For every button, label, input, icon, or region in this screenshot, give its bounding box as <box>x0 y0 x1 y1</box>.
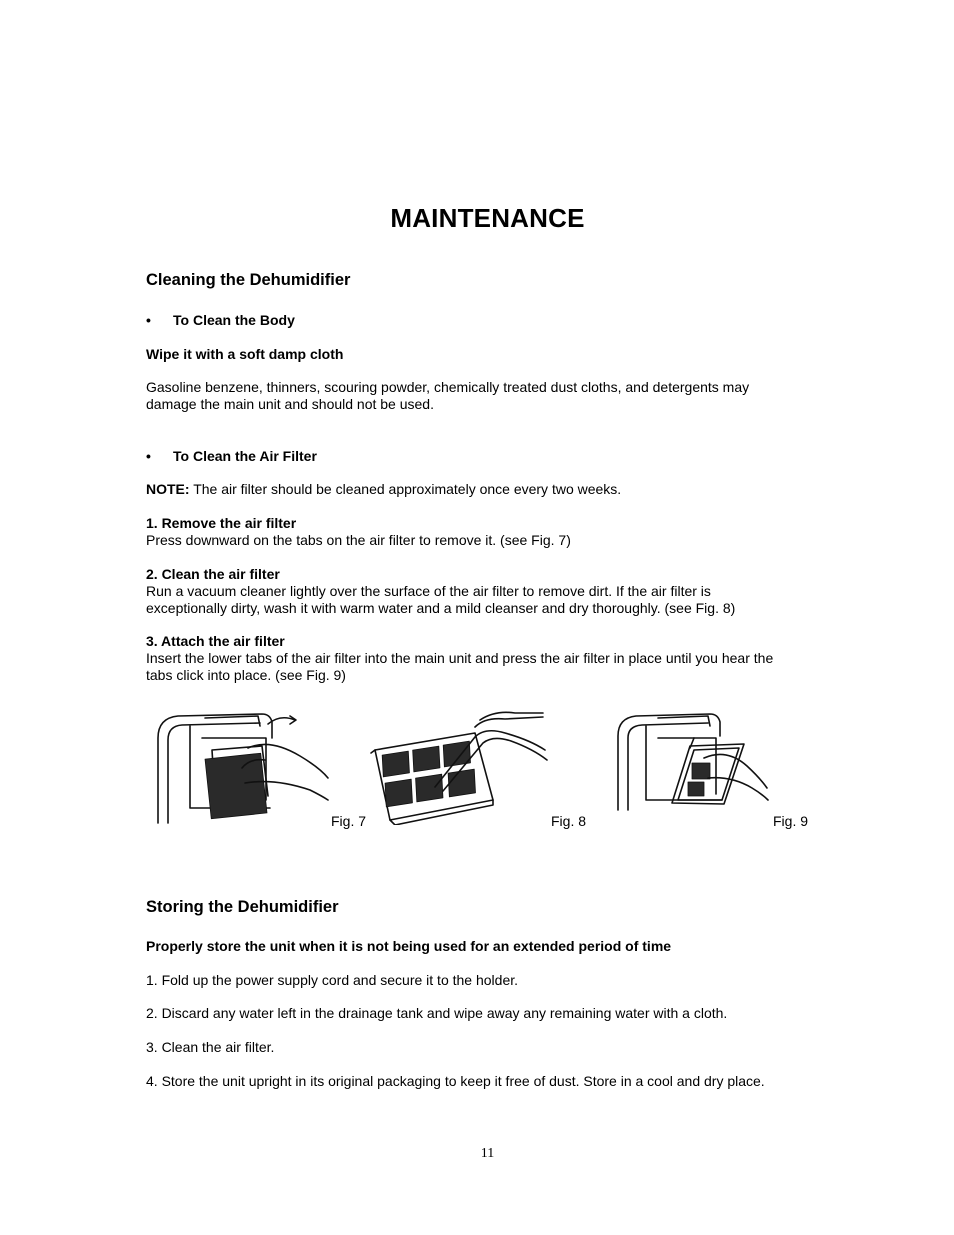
fig8-label: Fig. 8 <box>551 813 587 829</box>
bullet-dot: • <box>146 312 151 328</box>
step2-text-line-1: Run a vacuum cleaner lightly over the surface of the air filter to remove dirt. If the air filter is <box>146 583 711 599</box>
cleaning-heading: Cleaning the Dehumidifier <box>146 271 351 289</box>
note-text: The air filter should be cleaned approximately once every two weeks. <box>189 481 622 497</box>
body-warning-line-2: damage the main unit and should not be used. <box>146 396 434 412</box>
body-warning-line-1: Gasoline benzene, thinners, scouring powder, chemically treated dust cloths, and detergents may <box>146 379 750 395</box>
storing-step-3: 3. Clean the air filter. <box>146 1039 275 1055</box>
filter-bullet <box>146 448 317 464</box>
fig9-illustration <box>612 708 772 818</box>
storing-heading: Storing the Dehumidifier <box>146 898 339 916</box>
fig7-illustration <box>150 708 335 828</box>
body-subheading: Wipe it with a soft damp cloth <box>146 346 344 362</box>
fig7-label: Fig. 7 <box>331 813 367 829</box>
step1-block <box>146 515 571 549</box>
storing-step-1: 1. Fold up the power supply cord and secure it to the holder. <box>146 972 519 988</box>
step2-title: 2. Clean the air filter <box>146 566 280 582</box>
step2-text-line-2: exceptionally dirty, wash it with warm water and a mild cleanser and dry thoroughly. (see Fig. 8) <box>146 600 736 616</box>
step3-text-line-2: tabs click into place. (see Fig. 9) <box>146 667 346 683</box>
body-bullet <box>146 312 295 328</box>
step3-text-line-1: Insert the lower tabs of the air filter into the main unit and press the air filter in place until you hear the <box>146 650 774 666</box>
note-label: NOTE: <box>146 481 190 497</box>
body-bullet-label: To Clean the Body <box>173 312 295 328</box>
storing-step-4: 4. Store the unit upright in its original packaging to keep it free of dust. Store in a cool and dry place. <box>146 1073 765 1089</box>
step2-block <box>146 566 735 617</box>
page-number: 11 <box>480 1146 495 1161</box>
bullet-dot: • <box>146 448 151 464</box>
step1-title: 1. Remove the air filter <box>146 515 297 531</box>
step3-title: 3. Attach the air filter <box>146 633 285 649</box>
storing-step-2: 2. Discard any water left in the drainage tank and wipe away any remaining water with a cloth. <box>146 1005 728 1021</box>
body-warning-text <box>146 379 749 413</box>
step1-text: Press downward on the tabs on the air filter to remove it. (see Fig. 7) <box>146 532 571 548</box>
storing-intro: Properly store the unit when it is not being used for an extended period of time <box>146 938 672 954</box>
page-title: MAINTENANCE <box>390 203 585 233</box>
filter-bullet-label: To Clean the Air Filter <box>173 448 317 464</box>
fig8-illustration <box>365 705 555 825</box>
filter-note <box>146 481 621 498</box>
fig9-label: Fig. 9 <box>773 813 809 829</box>
step3-block <box>146 633 773 684</box>
